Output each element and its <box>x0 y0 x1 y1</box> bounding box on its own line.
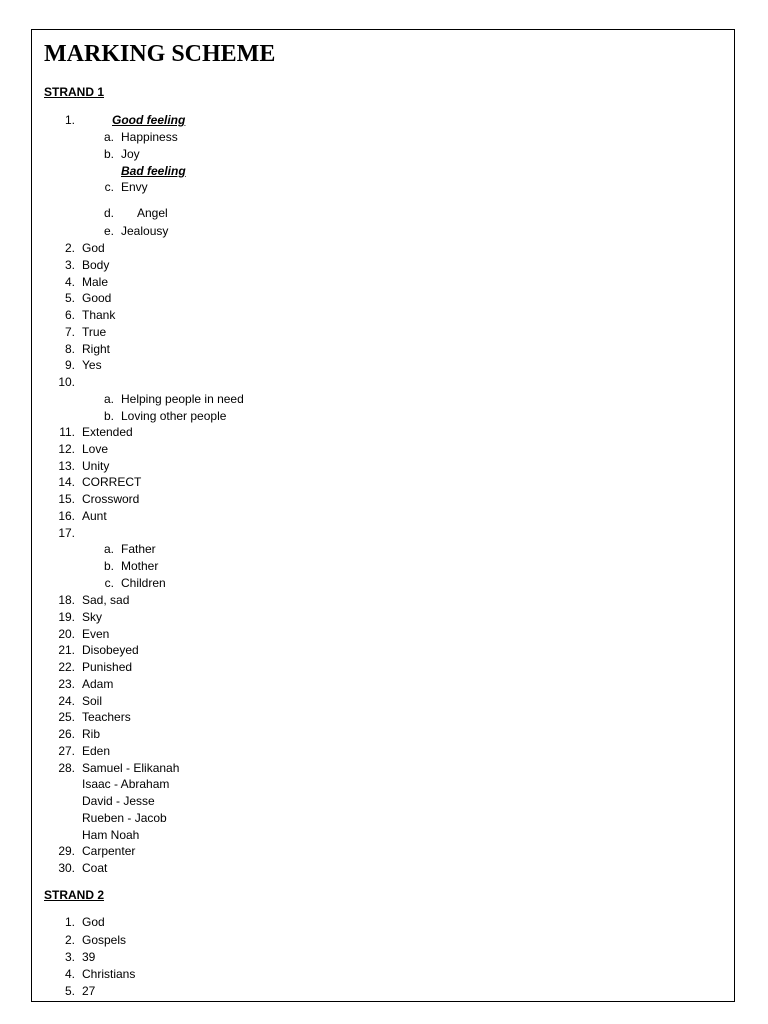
answer-text: True <box>82 324 107 339</box>
sub-answer-row <box>32 559 732 573</box>
answer-row <box>32 811 732 825</box>
answer-row <box>32 844 732 858</box>
answer-text: Children <box>121 575 166 590</box>
item-number: 24. <box>58 693 75 708</box>
answer-text: Thank <box>82 308 116 322</box>
answer-text: Love <box>82 441 109 456</box>
item-number: 23. <box>58 676 75 691</box>
answer-row <box>32 342 732 356</box>
answer-text: Even <box>82 626 110 641</box>
answer-row <box>32 325 732 339</box>
item-number: 14. <box>58 475 75 490</box>
sub-label: e. <box>103 224 114 238</box>
answer-row <box>32 241 732 255</box>
item-number: 9. <box>64 358 75 373</box>
answer-row <box>32 794 732 808</box>
answer-row <box>32 744 732 758</box>
answer-row <box>32 694 732 708</box>
answer-text: Rib <box>82 727 101 741</box>
answer-text: Envy <box>121 180 148 194</box>
item-number: 10. <box>58 375 75 389</box>
item-number: 16. <box>58 508 75 523</box>
sub-label: a. <box>103 542 114 556</box>
answer-text: Isaac - Abraham <box>82 777 170 792</box>
answer-row <box>32 291 732 305</box>
answer-row <box>32 358 732 372</box>
item-number: 25. <box>58 710 75 725</box>
answer-text: Crossword <box>82 492 140 506</box>
answer-text: Sky <box>82 609 103 624</box>
answer-text: Sad, sad <box>82 593 130 607</box>
item-number: 13. <box>58 458 75 473</box>
item-number: 30. <box>58 861 75 875</box>
item-number: 28. <box>58 760 75 775</box>
answer-row <box>32 828 732 842</box>
answer-text: Disobeyed <box>82 643 139 658</box>
item-number: 5. <box>64 984 75 998</box>
question-1-sub-d <box>32 206 732 220</box>
good-feeling-heading: Good feeling <box>112 113 186 127</box>
sub-label: b. <box>103 147 114 161</box>
answer-text: Teachers <box>82 710 131 725</box>
item-number: 11. <box>59 425 75 439</box>
sub-label: b. <box>103 558 114 573</box>
answer-text: Angel <box>137 206 168 220</box>
answer-text: Loving other people <box>121 408 227 423</box>
sub-label: d. <box>103 206 114 220</box>
item-number: 2. <box>64 933 75 947</box>
answer-text: Joy <box>121 147 140 161</box>
item-number: 1. <box>64 113 75 127</box>
answer-row <box>32 950 732 964</box>
answer-row <box>32 915 732 929</box>
item-number: 18. <box>58 593 75 607</box>
item-number: 4. <box>64 967 75 981</box>
item-number: 27. <box>58 743 75 758</box>
item-number: 8. <box>64 341 75 356</box>
answer-row <box>32 442 732 456</box>
answer-text: 27 <box>82 984 96 998</box>
answer-row <box>32 275 732 289</box>
item-number: 5. <box>64 291 75 306</box>
item-number: 2. <box>64 241 75 255</box>
item-number: 7. <box>64 324 75 339</box>
item-number: 3. <box>64 950 75 964</box>
sub-label: b. <box>103 408 114 423</box>
item-number: 22. <box>58 660 75 674</box>
answer-row <box>32 492 732 506</box>
question-1-sub-a <box>32 130 732 144</box>
answer-text: God <box>82 915 105 929</box>
answer-text: Rueben - Jacob <box>82 810 167 825</box>
answer-text: Gospels <box>82 933 127 947</box>
answer-text: Carpenter <box>82 844 136 859</box>
question-1-sub-c <box>32 180 732 194</box>
strand-1-heading: STRAND 1 <box>44 85 105 99</box>
document-page <box>31 29 735 1002</box>
answer-text: Male <box>82 274 109 289</box>
answer-row <box>32 777 732 791</box>
item-number: 20. <box>58 626 75 641</box>
answer-text: Body <box>82 257 110 272</box>
answer-text: Adam <box>82 676 114 691</box>
answer-text: Right <box>82 341 111 356</box>
answer-row <box>32 761 732 775</box>
item-number: 17. <box>58 525 75 540</box>
answer-row <box>32 375 732 389</box>
item-number: 3. <box>64 257 75 272</box>
answer-row <box>32 459 732 473</box>
answer-row <box>32 475 732 489</box>
answer-row <box>32 526 732 540</box>
question-1 <box>32 113 732 127</box>
sub-label: a. <box>103 130 114 144</box>
answer-text: Ham Noah <box>82 827 140 842</box>
sub-label: c. <box>104 180 114 194</box>
answer-row <box>32 861 732 875</box>
answer-text: Good <box>82 291 112 306</box>
answer-row <box>32 677 732 691</box>
answer-row <box>32 933 732 947</box>
answer-row <box>32 308 732 322</box>
answer-text: Aunt <box>82 508 107 523</box>
answer-text: Father <box>121 542 156 556</box>
item-number: 19. <box>58 609 75 624</box>
answer-text: God <box>82 241 105 255</box>
page-title: MARKING SCHEME <box>44 41 276 67</box>
answer-text: David - Jesse <box>82 794 155 808</box>
answer-text: Happiness <box>121 130 178 144</box>
answer-text: Samuel - Elikanah <box>82 760 180 775</box>
answer-row <box>32 643 732 657</box>
answer-text: Soil <box>82 693 103 708</box>
answer-row <box>32 509 732 523</box>
answer-text: Jealousy <box>121 224 169 238</box>
answer-text: Eden <box>82 743 111 758</box>
item-number: 12. <box>58 441 75 456</box>
answer-row <box>32 967 732 981</box>
answer-row <box>32 258 732 272</box>
answer-text: Helping people in need <box>121 392 244 406</box>
answer-text: 39 <box>82 950 96 964</box>
answer-text: Unity <box>82 458 110 473</box>
bad-feeling-row <box>32 164 732 178</box>
item-number: 26. <box>58 727 75 741</box>
answer-text: CORRECT <box>82 475 142 490</box>
answer-text: Extended <box>82 425 133 439</box>
answer-row <box>32 727 732 741</box>
sub-answer-row <box>32 576 732 590</box>
item-number: 4. <box>64 274 75 289</box>
item-number: 29. <box>58 844 75 859</box>
item-number: 15. <box>58 492 75 506</box>
answer-text: Punished <box>82 660 133 674</box>
answer-text: Yes <box>82 358 102 373</box>
item-number: 6. <box>64 308 75 322</box>
sub-answer-row <box>32 392 732 406</box>
answer-text: Christians <box>82 967 136 981</box>
answer-row <box>32 425 732 439</box>
item-number: 21. <box>58 643 75 658</box>
sub-label: c. <box>104 575 114 590</box>
answer-row <box>32 593 732 607</box>
answer-row <box>32 660 732 674</box>
answer-text: Mother <box>121 558 159 573</box>
answer-text: Coat <box>82 861 108 875</box>
question-1-sub-b <box>32 147 732 161</box>
answer-row <box>32 610 732 624</box>
answer-row <box>32 710 732 724</box>
sub-answer-row <box>32 542 732 556</box>
answer-row <box>32 627 732 641</box>
item-number: 1. <box>64 915 75 929</box>
bad-feeling-heading: Bad feeling <box>121 164 186 178</box>
sub-answer-row <box>32 409 732 423</box>
question-1-sub-e <box>32 224 732 238</box>
sub-label: a. <box>103 392 114 406</box>
answer-row <box>32 984 732 998</box>
strand-2-heading: STRAND 2 <box>44 888 105 902</box>
